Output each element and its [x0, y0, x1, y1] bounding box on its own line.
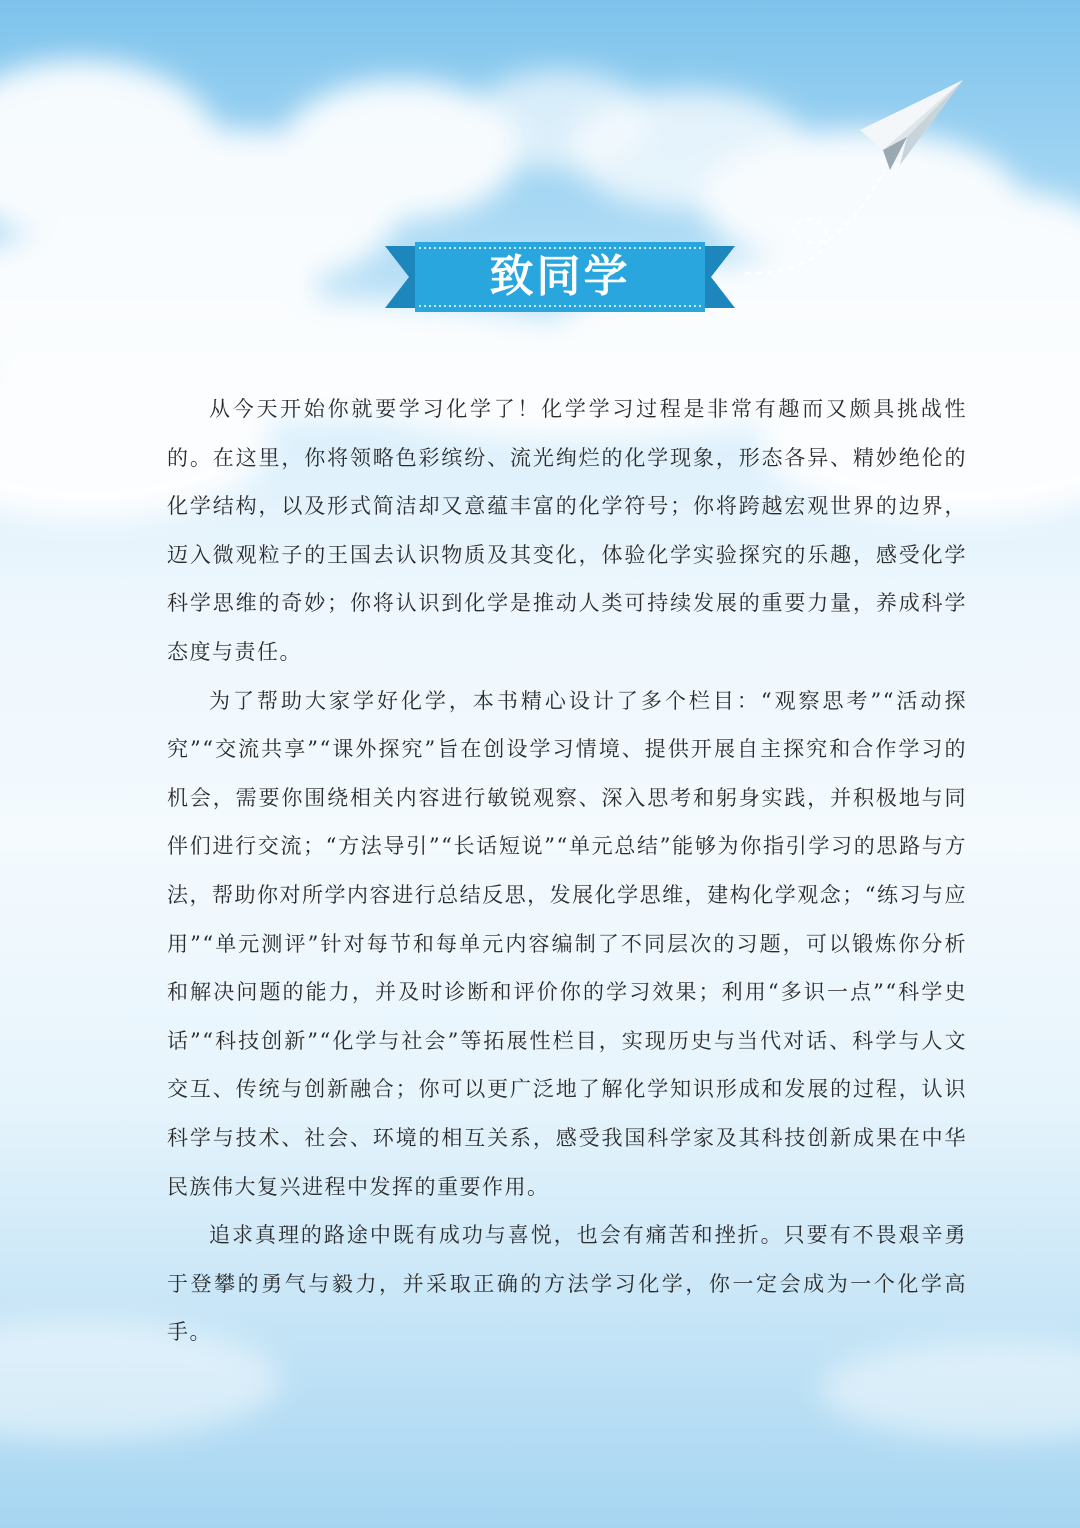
paper-plane-icon — [735, 75, 975, 285]
paragraph-2: 为了帮助大家学好化学，本书精心设计了多个栏目：“观察思考”“活动探究”“交流共享”“课外探究”旨在创设学习情境、提供开展自主探究和合作学习的机会，需要你围绕相关内容进行敏锐观察、深入思考和躬身实践，并积极地与同伴们进行交流；“方法导引”“长话短说”“单元总结”能够为你指引学习的思路与方法，帮助你对所学内容进行总结反思，发展化学思维，建构化学观念；“练习与应用”“单元测评”针对每节和每单元内容编制了不同层次的习题，可以锻炼你分析和解决问题的能力，并及时诊断和评价你的学习效果；利用“多识一点”“科学史话”“科技创新”“化学与社会”等拓展性栏目，实现历史与当代对话、科学与人文交互、传统与创新融合；你可以更广泛地了解化学知识形成和发展的过程，认识科学与技术、社会、环境的相互关系，感受我国科学家及其科技创新成果在中华民族伟大复兴进程中发挥的重要作用。 — [167, 688, 967, 1199]
paragraph-3: 追求真理的路途中既有成功与喜悦，也会有痛苦和挫折。只要有不畏艰辛勇于登攀的勇气与毅力，并采取正确的方法学习化学，你一定会成为一个化学高手。 — [167, 1223, 967, 1345]
page-title: 致同学 — [489, 251, 631, 302]
letter-body — [167, 385, 967, 1357]
paragraph-1: 从今天开始你就要学习化学了！化学学习过程是非常有趣而又颇具挑战性的。在这里，你将领略色彩缤纷、流光绚烂的化学现象，形态各异、精妙绝伦的化学结构，以及形式简洁却又意蕴丰富的化学符号；你将跨越宏观世界的边界，迈入微观粒子的王国去认识物质及其变化，体验化学实验探究的乐趣，感受化学科学思维的奇妙；你将认识到化学是推动人类可持续发展的重要力量，养成科学态度与责任。 — [167, 397, 967, 664]
